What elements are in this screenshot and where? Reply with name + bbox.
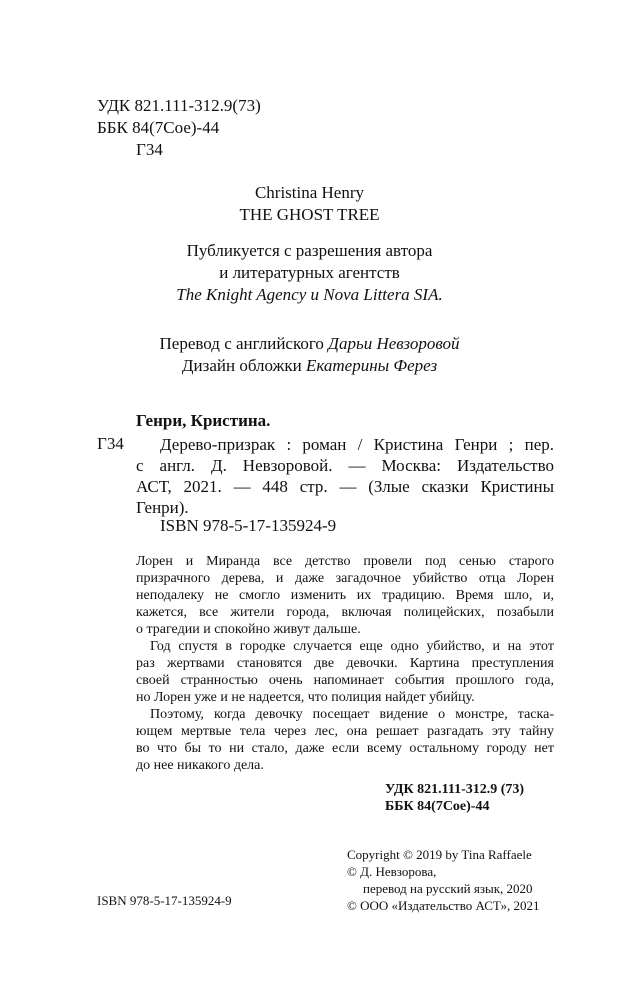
copyright-line-4: © ООО «Издательство АСТ», 2021: [347, 898, 540, 913]
annotation-line: во что бы то ни стало, даже если всему остальному городу нет: [136, 741, 554, 756]
catalog-heading: Генри, Кристина.: [136, 411, 271, 430]
annotation-line: Поэтому, когда девочку посещает видение о монстре, таска-: [150, 707, 554, 722]
catalog-code: Г34: [97, 434, 124, 453]
annotation-line: Лорен и Миранда все детство провели под сенью старого: [136, 554, 554, 569]
annotation-line: Год спустя в городке случается еще одно убийство, и на этот: [150, 639, 554, 654]
isbn-bottom: ISBN 978-5-17-135924-9: [97, 893, 232, 908]
design-credit: [0, 356, 619, 376]
udk-code: УДК 821.111-312.9(73): [97, 96, 261, 115]
translation-label: Перевод с английского: [159, 334, 329, 353]
permission-line-2: и литературных агентств: [219, 263, 400, 282]
copyright-line-2: © Д. Невзорова,: [347, 864, 437, 879]
catalog-line: с англ. Д. Невзоровой. — Москва: Издательство: [136, 456, 554, 475]
bbk-code: ББК 84(7Сое)-44: [97, 118, 220, 137]
translator-name: Дарьи Невзоровой: [328, 334, 460, 353]
catalog-line: Дерево-призрак : роман / Кристина Генри ; пер.: [160, 435, 554, 454]
annotation-line: о трагедии и спокойно живут дальше.: [136, 622, 361, 637]
design-label: Дизайн обложки: [181, 356, 306, 375]
annotation-line: неподалеку не смогло изменить их традицию. Время шло, и,: [136, 588, 554, 603]
copyright-line-3: перевод на русский язык, 2020: [363, 881, 533, 896]
translation-credit: [0, 334, 619, 354]
annotation-line: раз жертвами становятся две девочки. Картина преступления: [136, 656, 554, 671]
permission-line-1: Публикуется с разрешения автора: [186, 241, 433, 260]
catalog-line: Генри).: [136, 498, 189, 517]
annotation-line: кажется, все жители города, включая полицейских, позабыли: [136, 605, 554, 620]
annotation: [136, 553, 554, 774]
annotation-line: призрачного дерева, и даже загадочное убийство отца Лорен: [136, 571, 554, 586]
original-author: Christina Henry: [254, 183, 365, 202]
annotation-line: своей странностью очень напоминает события прошлого года,: [136, 673, 554, 688]
designer-name: Екатерины Ферез: [305, 356, 438, 375]
author-sign: Г34: [136, 140, 163, 159]
catalog-line: АСТ, 2021. — 448 стр. — (Злые сказки Кристины: [136, 477, 554, 496]
catalog-isbn: ISBN 978-5-17-135924-9: [160, 516, 337, 535]
annotation-line: ющем мертвые тела через лес, она решает разгадать эту тайну: [136, 724, 554, 739]
permission-line-3: The Knight Agency и Nova Littera SIA.: [176, 285, 443, 304]
annotation-bbk: ББК 84(7Сое)-44: [385, 799, 490, 814]
catalog-description-cont: [136, 455, 554, 518]
catalog-description: [160, 434, 554, 455]
annotation-line: но Лорен уже и не надеется, что полиция найдет убийцу.: [136, 690, 475, 705]
copyright-line-1: Copyright © 2019 by Tina Raffaele: [347, 847, 532, 862]
original-title: THE GHOST TREE: [239, 205, 380, 224]
annotation-line: до нее никакого дела.: [136, 758, 264, 773]
annotation-udk: УДК 821.111-312.9 (73): [385, 782, 525, 797]
